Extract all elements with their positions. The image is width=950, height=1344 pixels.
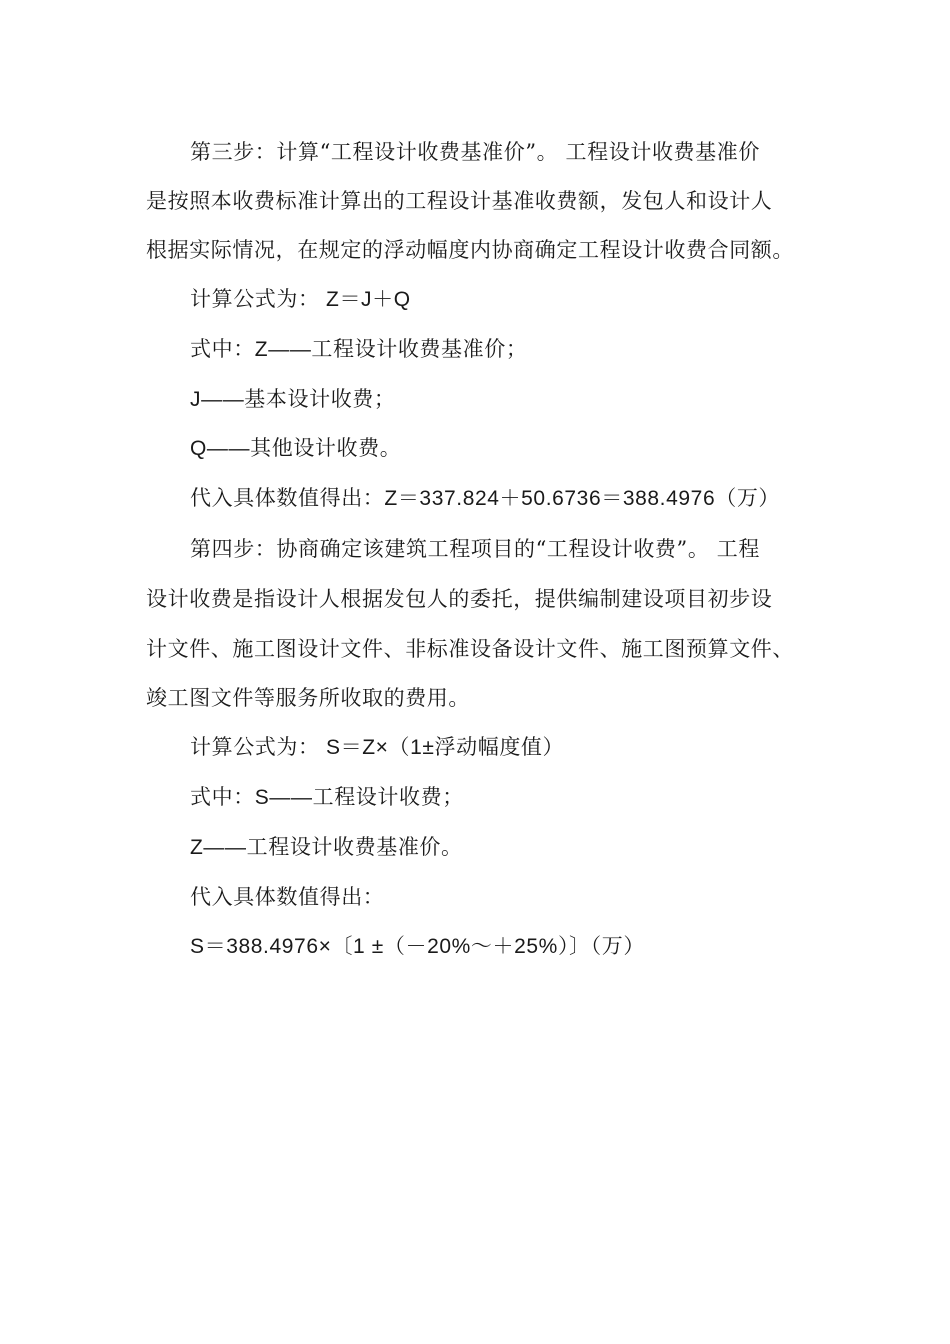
- formula-s-line: 计算公式为： S＝Z×（1±浮动幅度值）: [190, 736, 565, 759]
- step4-paragraph-line-2: 设计收费是指设计人根据发包人的委托，提供编制建设项目初步设: [146, 587, 773, 611]
- formula-z-line: 计算公式为： Z＝J＋Q: [190, 288, 411, 311]
- step3-paragraph-line-2: 是按照本收费标准计算出的工程设计基准收费额，发包人和设计人: [146, 189, 773, 213]
- s-calculation-result-line: S＝388.4976×〔1 ±（－20%～＋25%）〕（万）: [190, 935, 645, 958]
- step4-paragraph-line-3: 计文件、施工图设计文件、非标准设备设计文件、施工图预算文件、: [146, 637, 794, 661]
- step3-paragraph-line-1: 第三步：计算“工程设计收费基准价”。 工程设计收费基准价: [190, 140, 760, 164]
- step4-paragraph-line-1: 第四步：协商确定该建筑工程项目的“工程设计收费”。 工程: [190, 537, 760, 561]
- definition-j-line: J——基本设计收费；: [190, 388, 396, 411]
- s-calculation-intro-line: 代入具体数值得出：: [190, 885, 385, 909]
- definition-q-line: Q——其他设计收费。: [190, 437, 402, 460]
- definition-s-line: 式中：S——工程设计收费；: [190, 786, 464, 809]
- definition-z2-line: Z——工程设计收费基准价。: [190, 836, 463, 859]
- step4-paragraph-line-4: 竣工图文件等服务所收取的费用。: [146, 686, 470, 710]
- definition-z-line: 式中：Z——工程设计收费基准价；: [190, 338, 528, 361]
- z-calculation-result-line: 代入具体数值得出：Z＝337.824＋50.6736＝388.4976（万）: [190, 487, 781, 510]
- step3-paragraph-line-3: 根据实际情况，在规定的浮动幅度内协商确定工程设计收费合同额。: [146, 238, 794, 262]
